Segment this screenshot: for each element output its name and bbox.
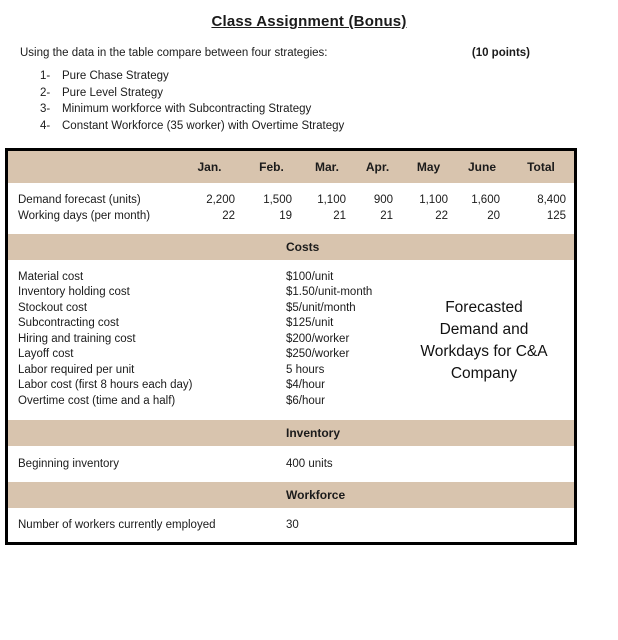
cost-label: Overtime cost (time and a half) [18,394,176,407]
cost-value: $200/worker [286,332,350,345]
strategy-item-3 [40,103,618,115]
demand-forecast-row [8,192,574,208]
working-days-row [8,208,574,224]
inventory-section-title: Inventory [286,426,341,440]
cost-label: Hiring and training cost [18,332,136,345]
cost-label: Labor cost (first 8 hours each day) [18,379,193,391]
cost-value: $250/worker [286,348,350,360]
strategy-item-1 [40,70,618,82]
strategy-label: Constant Workforce (35 worker) with Overtime Strategy [62,119,345,132]
value-cell: 19 [279,209,292,222]
demand-block [8,183,574,234]
cost-value: $5/unit/month [286,301,356,314]
month-header-may: May [416,159,441,174]
assignment-title: Class Assignment (Bonus) [211,13,407,30]
cost-value: $6/hour [286,394,326,407]
months-header-row [8,151,574,183]
cost-label: Stockout cost [18,301,88,314]
inventory-value: 400 units [286,458,333,470]
cost-value: $4/hour [286,379,326,391]
cost-item [8,394,574,410]
strategy-label: Pure Level Strategy [62,86,164,99]
strategy-label: Minimum workforce with Subcontracting Strategy [62,103,312,115]
value-cell: 1,100 [317,193,346,206]
points-label: (10 points) [471,47,530,59]
table-annotation [398,297,570,385]
workforce-section-title: Workforce [286,488,346,502]
value-cell: 21 [380,209,393,222]
strategy-number: 2- [40,86,51,99]
costs-body [8,260,574,421]
strategy-number: 3- [40,103,51,115]
value-cell: 8,400 [537,193,566,206]
cost-label: Inventory holding cost [18,286,130,298]
inventory-row [8,446,574,482]
cost-label: Subcontracting cost [18,317,120,329]
month-header-feb: Feb. [259,159,284,174]
strategy-item-4 [40,120,618,132]
row-label: Demand forecast (units) [18,193,141,206]
cost-item [8,270,574,286]
month-header-june: June [467,159,496,174]
workforce-value: 30 [286,519,299,531]
value-cell: 1,100 [419,193,448,206]
month-header-apr: Apr. [365,159,390,174]
cost-value: $100/unit [286,270,334,283]
value-cell: 21 [333,209,346,222]
costs-section-title: Costs [286,239,320,254]
annotation-line: Company [450,364,518,382]
month-header-total: Total [527,159,555,174]
cost-value: 5 hours [286,363,325,376]
strategy-number: 1- [40,70,51,82]
cost-value: $1.50/unit-month [286,286,373,298]
strategy-number: 4- [40,119,51,132]
costs-section-header [8,234,574,260]
cost-value: $125/unit [286,317,334,329]
cost-label: Labor required per unit [18,363,135,376]
value-cell: 125 [546,209,566,222]
workforce-row [8,508,574,542]
value-cell: 1,500 [263,193,292,206]
row-label: Number of workers currently employed [18,519,216,531]
value-cell: 20 [487,209,500,222]
inventory-section-header [8,420,574,446]
intro-text: Using the data in the table compare between four strategies: [20,47,328,59]
annotation-line: Demand and [439,320,529,338]
value-cell: 1,600 [471,193,500,206]
strategy-item-2 [40,87,618,99]
annotation-line: Workdays for C&A [420,342,548,360]
row-label: Beginning inventory [18,458,120,470]
strategies-list [0,70,618,132]
intro-row [0,47,618,59]
workforce-section-header [8,482,574,508]
cost-label: Material cost [18,270,84,283]
month-header-mar: Mar. [314,159,339,174]
value-cell: 2,200 [206,193,235,206]
cost-label: Layoff cost [18,348,74,360]
value-cell: 22 [435,209,448,222]
value-cell: 22 [222,209,235,222]
data-table [5,148,577,546]
value-cell: 900 [373,193,393,206]
strategy-label: Pure Chase Strategy [62,70,169,82]
annotation-line: Forecasted [445,298,523,316]
month-header-jan: Jan. [197,159,222,174]
row-label: Working days (per month) [18,209,151,222]
